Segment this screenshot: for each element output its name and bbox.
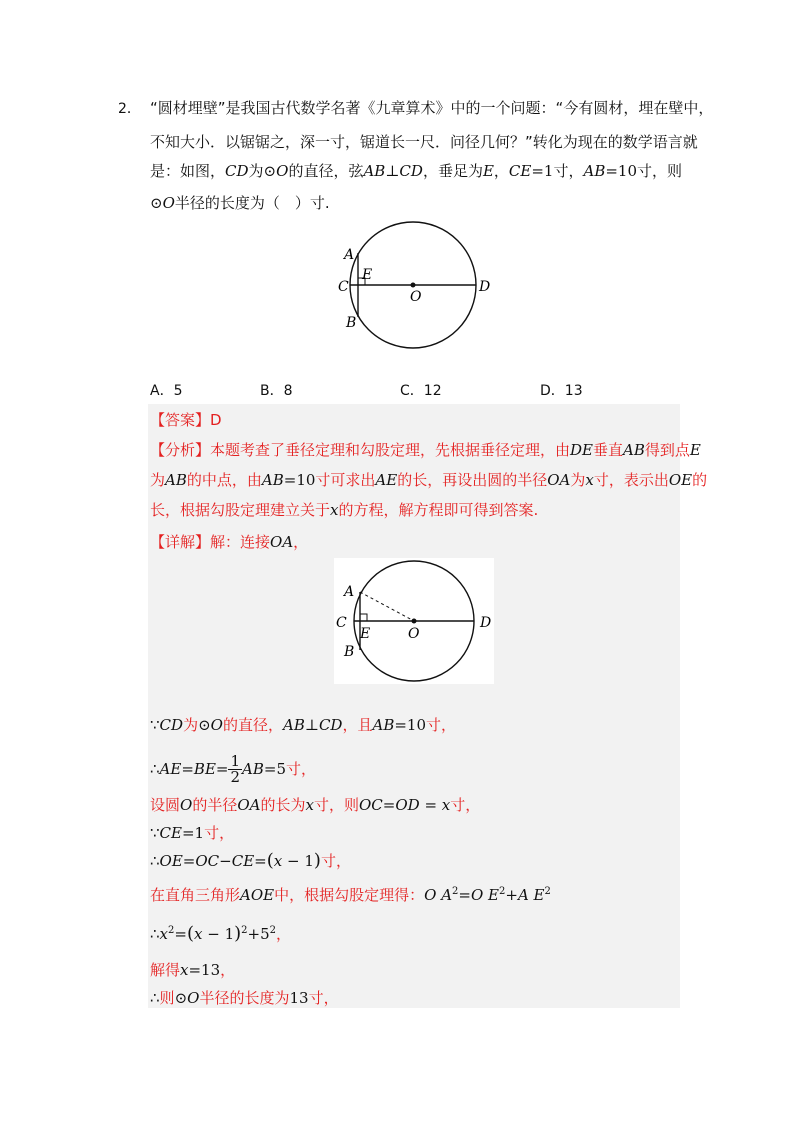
math: OA xyxy=(237,796,261,814)
option-letter: B． xyxy=(260,383,284,399)
math: =10 xyxy=(605,162,638,180)
text: 得到点 xyxy=(644,441,690,459)
superscript: 2 xyxy=(544,886,551,897)
math: = xyxy=(382,796,396,814)
math: = xyxy=(419,796,442,814)
text: 寸，则 xyxy=(637,162,683,180)
option-b[interactable] xyxy=(260,380,293,400)
math: CE xyxy=(231,852,255,870)
text: 的长，再设出圆的半径 xyxy=(397,471,548,489)
math: =10 xyxy=(283,471,316,489)
math: OE xyxy=(668,471,693,489)
text: ，且 xyxy=(342,716,373,734)
math: E xyxy=(689,441,701,459)
center-point xyxy=(412,619,417,624)
text: 为 xyxy=(150,471,166,489)
step-8 xyxy=(150,960,235,980)
label-o: O xyxy=(408,626,420,642)
paren-close: ) xyxy=(313,850,321,871)
text: 寸， xyxy=(320,852,351,870)
math: = xyxy=(182,852,196,870)
math: AB xyxy=(583,162,606,180)
math: = xyxy=(458,886,471,904)
text: 的直径， xyxy=(222,716,283,734)
detail-tag: 【详解】 xyxy=(150,533,211,551)
option-c[interactable] xyxy=(400,380,442,400)
solution-panel xyxy=(148,404,680,1008)
math: = xyxy=(254,852,267,870)
text: 寸， xyxy=(204,824,235,842)
geometry-figure-2 xyxy=(334,558,494,684)
paren-close: ) xyxy=(234,923,242,944)
math: AB xyxy=(242,760,264,778)
math: x xyxy=(585,471,594,489)
math: = xyxy=(174,925,187,943)
circle-symbol: ⊙ xyxy=(174,989,188,1007)
question-number: 2． xyxy=(118,101,141,117)
text: 为 xyxy=(570,471,586,489)
text: 的中点，由 xyxy=(186,471,262,489)
math: O xyxy=(162,194,175,212)
label-o: O xyxy=(410,289,422,305)
math: O E xyxy=(470,886,499,904)
step-4 xyxy=(150,823,234,843)
math: AB xyxy=(165,471,187,489)
text: 本题考查了垂径定理和勾股定理，先根据垂径定理，由 xyxy=(210,441,571,459)
math: O xyxy=(276,162,289,180)
therefore-symbol: ∴ xyxy=(150,760,160,778)
math: x xyxy=(305,796,314,814)
text: 设圆 xyxy=(150,796,181,814)
option-value: 13 xyxy=(564,383,583,399)
label-a: A xyxy=(344,584,355,600)
math: OC xyxy=(195,852,220,870)
math: =13 xyxy=(188,961,221,979)
text: ， xyxy=(220,961,236,979)
text: 解：连接 xyxy=(210,533,271,551)
math: CD xyxy=(399,162,423,180)
text: 的长为 xyxy=(260,796,306,814)
math: O A xyxy=(424,886,453,904)
step-3 xyxy=(150,795,480,815)
label-d: D xyxy=(479,279,491,295)
math: O xyxy=(210,716,223,734)
math: x xyxy=(159,925,169,943)
circle-symbol: ⊙ xyxy=(263,162,277,180)
center-point xyxy=(411,283,416,288)
text: 的直径，弦 xyxy=(288,162,364,180)
step-6 xyxy=(150,882,551,905)
math: x xyxy=(194,925,203,943)
text: 寸， xyxy=(308,989,339,1007)
math: CD xyxy=(225,162,249,180)
math: OA xyxy=(270,533,294,551)
answer-tag: 【答案】 xyxy=(150,411,211,429)
text: ，垂足为 xyxy=(422,162,483,180)
therefore-symbol: ∴ xyxy=(150,852,160,870)
math: OC xyxy=(358,796,383,814)
question-line-4 xyxy=(150,193,330,213)
text: 的方程，解方程即可得到答案. xyxy=(338,501,539,519)
superscript: 2 xyxy=(241,925,248,936)
analysis-line-1 xyxy=(150,440,701,460)
text: 的 xyxy=(692,471,708,489)
step-2 xyxy=(150,752,316,786)
step-5 xyxy=(150,851,351,871)
math: O xyxy=(187,989,200,1007)
circle-symbol: ⊙ xyxy=(198,716,211,734)
numerator: 1 xyxy=(230,752,241,770)
math: AOE xyxy=(240,886,275,904)
math: A E xyxy=(517,886,545,904)
step-1 xyxy=(150,715,456,735)
therefore-symbol: ∴ xyxy=(150,925,160,943)
text: ， xyxy=(493,162,509,180)
math: AE xyxy=(375,471,398,489)
option-letter: D． xyxy=(540,383,565,399)
detail-intro xyxy=(150,532,308,552)
label-c: C xyxy=(336,615,347,631)
text: 是：如图， xyxy=(150,162,226,180)
answer-options xyxy=(0,380,800,400)
math: − 1 xyxy=(202,925,235,943)
right-angle-mark xyxy=(360,614,367,621)
option-value: 12 xyxy=(423,383,442,399)
label-e: E xyxy=(360,626,371,642)
analysis-line-2 xyxy=(150,470,707,490)
math: x xyxy=(441,796,451,814)
question-line-1: “圆材埋壁”是我国古代数学名著《九章算术》中的一个问题：“今有圆材，埋在壁中， xyxy=(150,99,714,117)
math: = xyxy=(215,760,229,778)
text: ， xyxy=(276,925,292,943)
superscript: 2 xyxy=(168,925,175,936)
text: 为 xyxy=(183,716,199,734)
text: 半径的长度为（ ）寸. xyxy=(174,194,330,212)
text: 寸， xyxy=(450,796,481,814)
superscript: 2 xyxy=(499,886,506,897)
answer-line xyxy=(150,410,222,430)
text: 为 xyxy=(248,162,264,180)
therefore-symbol: ∴ xyxy=(150,989,160,1007)
math: =1 xyxy=(181,824,205,842)
text: ， xyxy=(293,533,309,551)
text: 中，根据勾股定理得： xyxy=(274,886,425,904)
text: 寸， xyxy=(426,716,457,734)
math: CE xyxy=(159,824,182,842)
math: CD xyxy=(159,716,184,734)
label-d: D xyxy=(480,615,492,631)
label-b: B xyxy=(344,644,355,660)
step-9 xyxy=(150,988,339,1008)
math: x xyxy=(273,852,283,870)
text: 寸，表示出 xyxy=(593,471,669,489)
text: 寸， xyxy=(286,760,317,778)
math: OA xyxy=(547,471,571,489)
analysis-line-3 xyxy=(150,500,538,520)
math: AB xyxy=(372,716,395,734)
geometry-figure-2-panel xyxy=(334,558,494,684)
math: O xyxy=(180,796,193,814)
math: 13 xyxy=(289,989,309,1007)
text: 寸，则 xyxy=(313,796,359,814)
analysis-tag: 【分析】 xyxy=(150,441,211,459)
math: AB xyxy=(261,471,284,489)
denominator: 2 xyxy=(230,768,241,786)
math: DE xyxy=(570,441,594,459)
option-letter: C． xyxy=(400,383,424,399)
text: 在直角三角形 xyxy=(150,886,241,904)
option-value: 8 xyxy=(283,383,293,399)
math: x xyxy=(330,501,339,519)
math: OD xyxy=(395,796,420,814)
text: 垂直 xyxy=(593,441,624,459)
math: E xyxy=(482,162,494,180)
option-value: 5 xyxy=(173,383,183,399)
option-letter: A． xyxy=(150,383,174,399)
math: AB xyxy=(282,716,305,734)
fraction-one-half xyxy=(228,754,242,785)
text: 寸可求出 xyxy=(315,471,376,489)
circle-symbol: ⊙ xyxy=(150,194,163,212)
math: + xyxy=(505,886,518,904)
option-d[interactable] xyxy=(540,380,583,400)
text: 寸， xyxy=(553,162,584,180)
math: x xyxy=(180,961,189,979)
question-line-3 xyxy=(150,161,682,181)
geometry-figure-1 xyxy=(330,215,500,355)
math: OE xyxy=(159,852,183,870)
text: 半径的长度为 xyxy=(199,989,290,1007)
because-symbol: ∵ xyxy=(150,716,160,734)
step-7 xyxy=(150,921,291,944)
because-symbol: ∵ xyxy=(150,824,160,842)
math: =5 xyxy=(263,760,287,778)
math: = xyxy=(181,760,194,778)
perp-symbol: ⊥ xyxy=(385,162,400,180)
math: =1 xyxy=(531,162,554,180)
math: AE xyxy=(159,760,182,778)
text: 解得 xyxy=(150,961,181,979)
math: − xyxy=(219,852,232,870)
math: − 1 xyxy=(282,852,314,870)
answer-value: D xyxy=(210,411,222,429)
label-c: C xyxy=(338,279,349,295)
math: +5 xyxy=(247,925,270,943)
superscript: 2 xyxy=(269,925,277,936)
paren-open: ( xyxy=(266,850,274,871)
text: 则 xyxy=(159,989,175,1007)
math: CE xyxy=(508,162,532,180)
text: 长，根据勾股定理建立关于 xyxy=(150,501,331,519)
math: CD xyxy=(318,716,343,734)
label-b: B xyxy=(346,315,357,331)
question-line-2: 不知大小．以锯锯之，深一寸，锯道长一尺．问径几何？”转化为现在的数学语言就 xyxy=(150,133,698,151)
paren-open: ( xyxy=(186,923,194,944)
superscript: 2 xyxy=(452,886,459,897)
label-e: E xyxy=(362,267,373,283)
option-a[interactable] xyxy=(150,380,183,400)
math: AB xyxy=(363,162,386,180)
math: =10 xyxy=(394,716,426,734)
label-a: A xyxy=(344,247,355,263)
segment-oa xyxy=(360,592,414,621)
text: 的半径 xyxy=(192,796,238,814)
perp-symbol: ⊥ xyxy=(304,716,319,734)
math: BE xyxy=(193,760,216,778)
math: AB xyxy=(623,441,645,459)
